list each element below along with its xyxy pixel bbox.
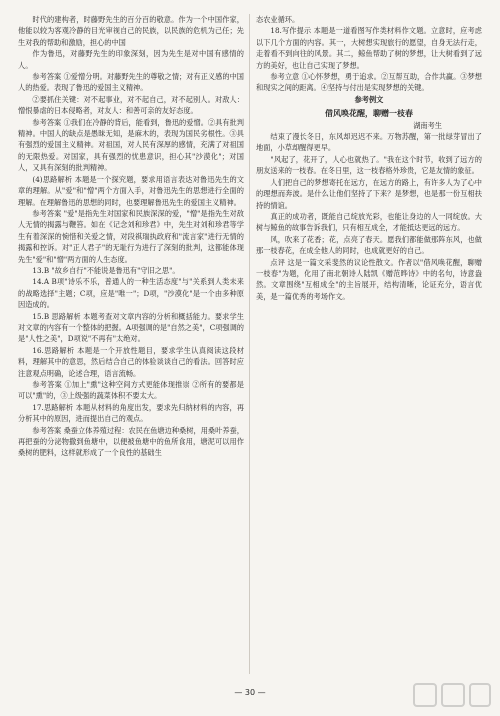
right-column <box>256 14 482 302</box>
answer-paragraph: 参考答案 ①加上"熏"这种空间方式更能体现推崇 ②所有的要都是可以"熏"的，③上级强的蔬菜体积不要太大。 <box>18 380 244 401</box>
answer-paragraph: 参考立意 ①心怀梦想，勇于追求。②互帮互助，合作共赢。③梦想和现实之间的距离。④坚持与付出是实现梦想的关键。 <box>256 72 482 93</box>
answer-paragraph: 人们把自己的梦想寄托在远方，在远方的路上，有许多人为了心中的理想而奔波。是什么让他们坚持了下来？是梦想，也是那一份互相扶持的情谊。 <box>256 177 482 210</box>
answer-paragraph: 18.写作提示 本题是一道看图写作类材料作文题。立意时，应考虑以下几个方面的内容。其一，大树想实现旅行的愿望，自身无法行走，走着看不到向往的风景。其二，鲸鱼帮助了树的梦想，让大树看到了远方的美好，也让自己实现了梦想。 <box>256 26 482 70</box>
watermark-logo-icon <box>412 680 492 710</box>
answer-paragraph: 14.A B项"诗乐不乐，普通人的一种生活态度"与"关系到人类未来的战略选择"主题；C项，应是"唯一"；D项，"沙漠化"是一个由多种原因造成的。 <box>18 277 244 310</box>
answer-paragraph: "风起了，花开了，人心也就热了。"我在这个时节，收到了远方的朋友送来的一枝春。在冬日里，这一枝春格外珍贵，它是友情的象征。 <box>256 154 482 176</box>
essay-author: 湖南考生 <box>413 120 442 130</box>
answer-paragraph: 结束了漫长冬日，东风却迟迟不来。万物苏醒，第一批绿芽冒出了地面，小草却醒得更早。 <box>256 132 482 153</box>
answer-paragraph: 点评 这是一篇文采斐然的议论性散文。作者以"借风唤花醒，聊赠一枝春"为题，化用了南北朝诗人陆凯《赠范晔诗》中的名句，诗意盎然。文章围绕"互相成全"的主旨展开，结构清晰，论证充分，语言优美，是一篇优秀的考场作文。 <box>256 257 482 301</box>
answer-paragraph: 风，吹来了花香；花，点亮了春天。愿我们都能做那阵东风，也做那一枝春花，在成全他人的同时，也成就更好的自己。 <box>256 234 482 256</box>
answer-paragraph: 17.思路解析 本题从材料的角度出发，要求先归纳材料的内容，再分析其中的原因，进而提出自己的观点。 <box>18 402 244 424</box>
section-heading: 参考例文 <box>354 94 384 104</box>
answer-paragraph: 真正的成功者，既能自己绽放光彩，也能让身边的人一同绽放。大树与鲸鱼的故事告诉我们，只有相互成全，才能抵达更远的远方。 <box>256 211 482 233</box>
answer-paragraph: 时代的建构者，时藤野先生的百分百的敬意。作为一个中国作家，他能以较为客观冷静的目光审视自己的民族，以民族的危机为己任；先生对我的帮助和激励，担心的中国 <box>18 15 244 47</box>
answer-paragraph: 参考答案 ①爱憎分明。对藤野先生的尊敬之情；对有正义感的中国人的热爱。表现了鲁迅的爱国主义精神。 <box>18 72 244 93</box>
answer-paragraph: ②要抓住关键：对不起事业，对不起自己，对不起别人。对敌人：憎恨暴虐的日本侵略者，对友人：和善可亲的友好态度。 <box>18 94 244 116</box>
essay-title: 借风唤花醒，聊赠一枝春 <box>325 109 413 119</box>
column-divider <box>249 14 250 674</box>
answer-paragraph: 15.B 思路解析 本题考查对文章内容的分析和概括能力。要求学生对文章的内容有一个整体的把握。A项强调的是"自然之美"，C项强调的是"人性之美"，D项说"不再有"太绝对。 <box>18 311 244 344</box>
page-number: — 30 — <box>234 688 266 697</box>
answer-paragraph: 态农业循环。 <box>256 15 300 24</box>
answer-paragraph: 参考答案 "爱"是指先生对国家和民族深深的爱，"憎"是指先生对敌人无情的揭露与鞭笞。如在《记念刘和珍君》中，先生对刘和珍君等学生有着深深的惋惜和关爱之情，对段祺瑞执政府和"流言家"进行无情的揭露和控诉。对"正人君子"的无耻行为进行了深刻的批判，这都能体现先生"爱"和"憎"两方面的人生态度。 <box>18 208 244 264</box>
answer-paragraph: (4)思路解析 本题是一个探究题，要求用语言表达对鲁迅先生的文章的理解。从"爱"和"憎"两个方面入手，对鲁迅先生的思想进行全面的理解。在理解鲁迅的思想的同时，也要理解鲁迅先生的爱国主义精神。 <box>18 174 244 207</box>
answer-paragraph: 参考答案 桑蚕立体养殖过程：农民在鱼塘边种桑树，用桑叶养蚕，再把蚕的分泌物撒到鱼塘中，以便被鱼塘中的鱼所食用，塘泥可以用作桑树的肥料，这样就形成了一个良性的基础生 <box>18 425 244 458</box>
answer-paragraph: 16.思路解析 本题是一个开放性题目，要求学生认真阅读这段材料，理解其中的意思，然后结合自己的体验谈谈自己的看法。回答时应注意观点明确，论述合理，语言流畅。 <box>18 345 244 378</box>
answer-paragraph: 13.B "故乡自行"不能说是鲁迅有"守旧之思"。 <box>32 265 180 275</box>
left-column <box>18 14 244 459</box>
answer-paragraph: 参考答案 ①我们在冷静的背后，能看到，鲁迅的爱憎。②具有批判精神。中国人的缺点是愚昧无知，是麻木的，表现为国民劣根性。③具有强烈的爱国主义精神。对祖国，对人民有深厚的感情，充满了对祖国的无限热爱。对国家，具有强烈的忧患意识，担心其"沙漠化"；对国人，又具有深刻的批判精神。 <box>18 117 244 173</box>
answer-paragraph: 作为鲁迅，对藤野先生的印象深刻，因为先生是对中国有感情的人。 <box>18 49 244 70</box>
